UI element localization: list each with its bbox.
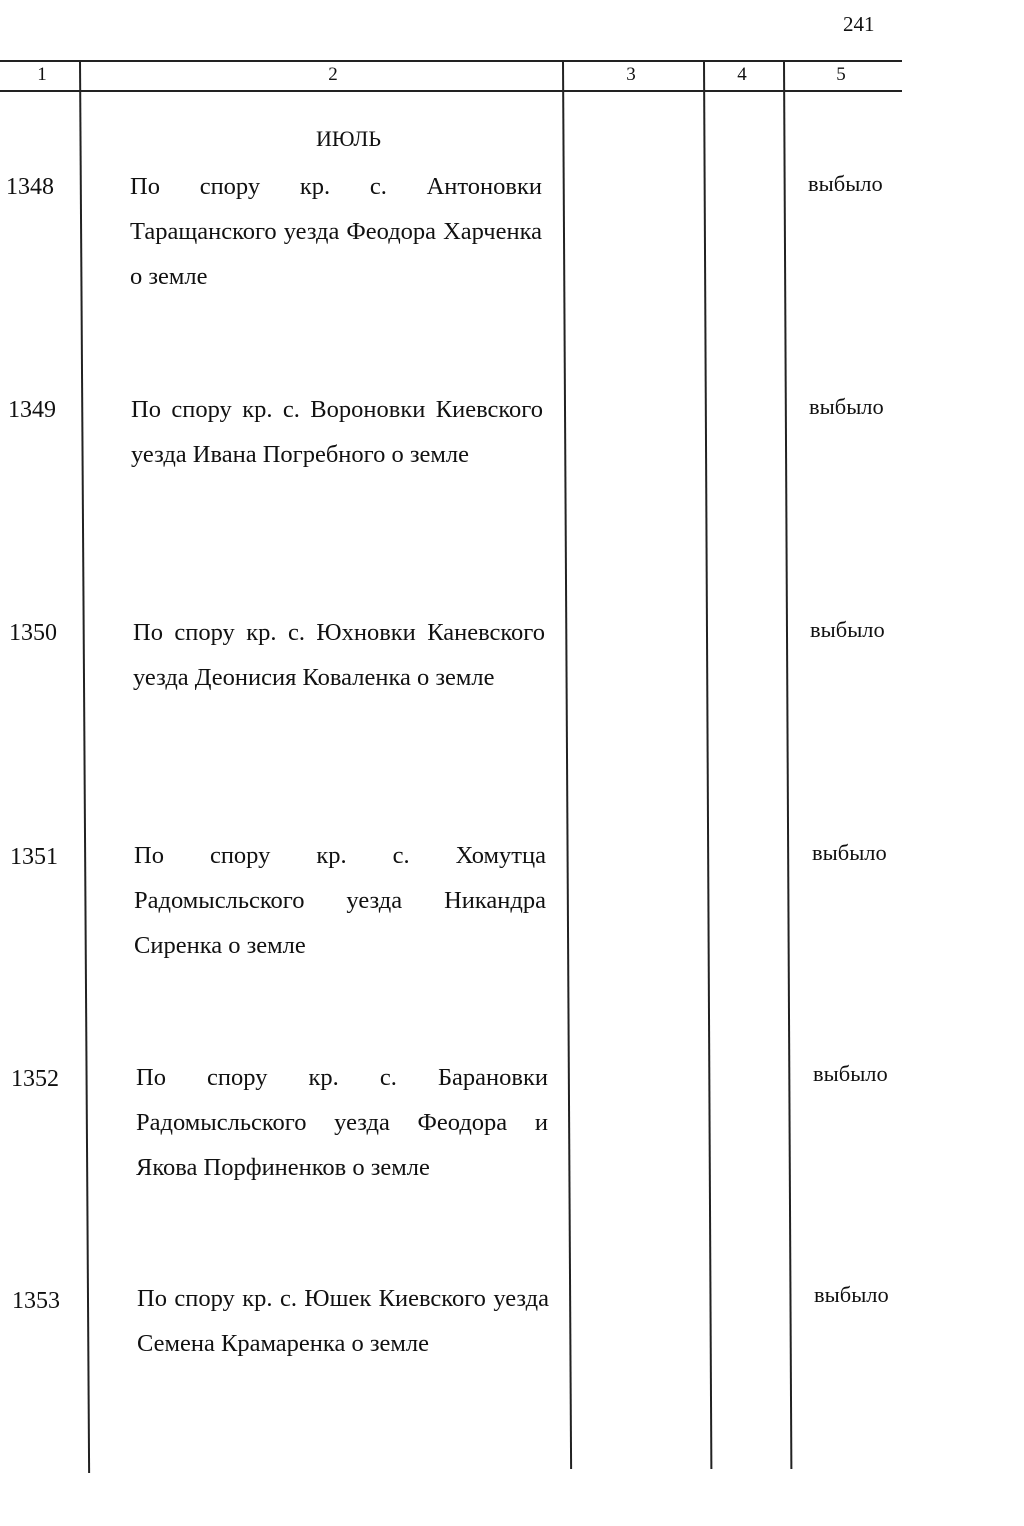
row-status: выбыло [810,617,885,642]
header-col-4: 4 [737,64,747,85]
header-col-3: 3 [626,64,636,85]
header-bottom-rule [0,90,902,92]
month-heading: ИЮЛЬ [316,126,381,151]
row-number: 1349 [8,397,56,423]
header-col-1: 1 [37,64,47,85]
column-divider-4 [783,61,792,1469]
row-status: выбыло [809,394,884,419]
header-col-2: 2 [328,64,338,85]
table-top-rule [0,60,902,62]
column-divider-2 [562,61,572,1469]
row-description: По спору кр. с. Вороновки Киевского уезда Ивана Погребного о земле [131,396,543,468]
row-number: 1348 [6,174,54,200]
page-number: 241 [843,12,875,36]
row-status: выбыло [808,171,883,196]
row-description: По спору кр. с. Юхновки Каневского уезда Деонисия Коваленка о земле [133,619,545,691]
row-description: По спору кр. с. Антоновки Таращанского уезда Феодора Харченка о земле [130,173,542,290]
header-col-5: 5 [836,64,846,85]
row-status: выбыло [812,840,887,865]
row-status: выбыло [813,1061,888,1086]
row-number: 1351 [10,844,58,870]
row-description: По спору кр. с. Барановки Радомысльского уезда Феодора и Якова Порфиненков о земле [136,1064,548,1181]
column-divider-1 [79,61,90,1473]
row-description: По спору кр. с. Юшек Киевского уезда Семена Крамаренка о земле [137,1285,549,1357]
row-number: 1353 [12,1288,60,1314]
row-number: 1352 [11,1066,59,1092]
row-status: выбыло [814,1282,889,1307]
row-number: 1350 [9,620,57,646]
column-divider-3 [703,61,712,1469]
row-description: По спору кр. с. Хомутца Радомысльского уезда Никандра Сиренка о земле [134,842,546,959]
